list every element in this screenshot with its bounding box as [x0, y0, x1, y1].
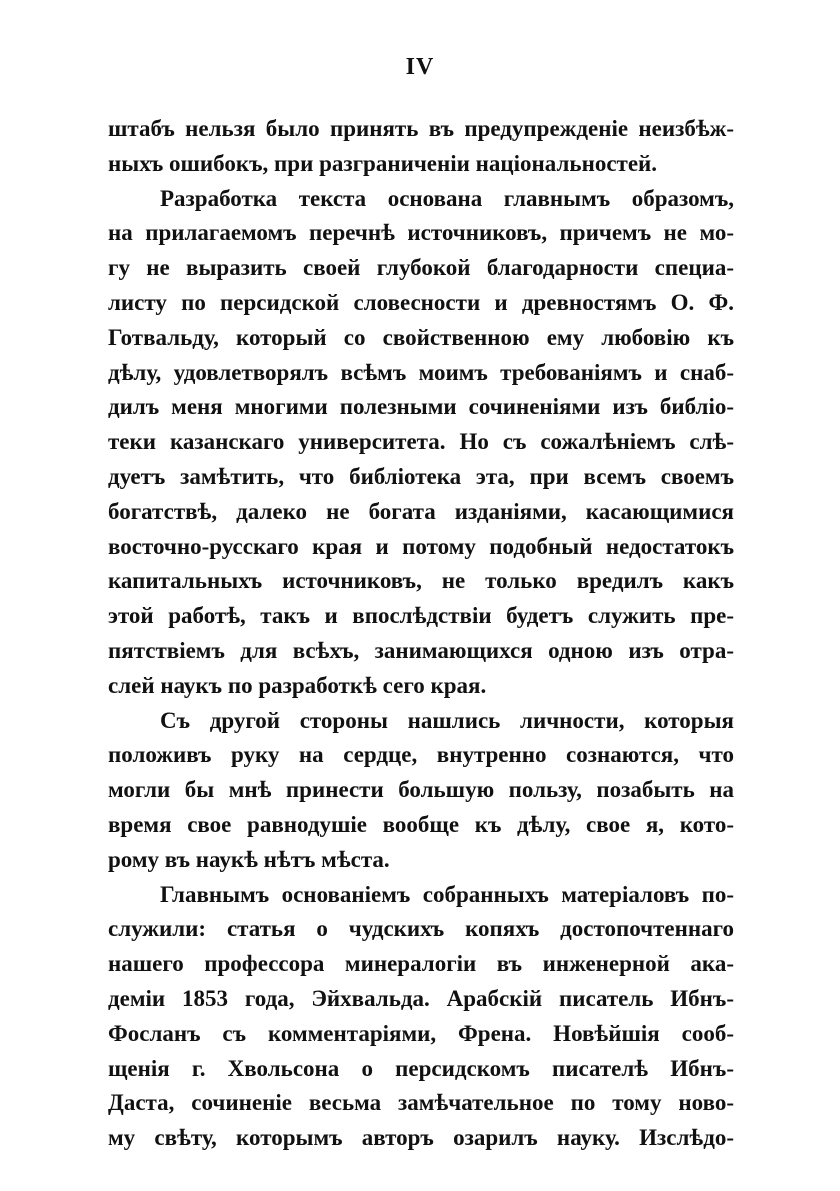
text-line: теки казанскаго университета. Но съ сожалѣніемъ слѣ- [108, 429, 734, 455]
page-number: IV [405, 54, 435, 80]
text-line: могли бы мнѣ принести большую пользу, позабыть на [108, 777, 734, 803]
text-line: Готвальду, который со свойственною ему любовію къ [108, 324, 734, 350]
text-line: богатствѣ, далеко не богата изданіями, касающимися [108, 498, 734, 524]
page-body-text [108, 112, 734, 1156]
text-line: деміи 1853 года, Эйхвальда. Арабскій писатель Ибнъ- [108, 985, 734, 1011]
text-line: капитальныхъ источниковъ, не только вредилъ какъ [108, 568, 734, 594]
text-line: дилъ меня многими полезными сочиненіями изъ библіо- [108, 394, 734, 420]
text-line: положивъ руку на сердце, внутренно сознаются, что [108, 742, 734, 768]
text-line: слей наукъ по разработкѣ сего края. [108, 672, 487, 698]
text-line: дѣлу, удовлетворялъ всѣмъ моимъ требованіямъ и снаб- [108, 359, 734, 385]
text-line: щенія г. Хвольсона о персидскомъ писателѣ Ибнъ- [108, 1055, 734, 1081]
text-line: этой работѣ, такъ и впослѣдствіи будетъ служить пре- [108, 603, 734, 629]
text-line: нашего профессора минералогіи въ инженерной ака- [108, 951, 734, 977]
text-line: восточно-русскаго края и потому подобный недостатокъ [108, 533, 734, 559]
text-line: Фосланъ съ комментаріями, Френа. Новѣйшія сооб- [108, 1020, 734, 1046]
text-line: Разработка текста основана главнымъ образомъ, [160, 185, 734, 211]
text-line: на прилагаемомъ перечнѣ источниковъ, причемъ не мо- [108, 220, 734, 246]
text-line: Съ другой стороны нашлись личности, которыя [160, 707, 734, 733]
text-line: дуетъ замѣтить, что библіотека эта, при всемъ своемъ [108, 463, 734, 489]
text-line: рому въ наукѣ нѣтъ мѣста. [108, 846, 390, 872]
text-line: пятствіемъ для всѣхъ, занимающихся одною изъ отра- [108, 637, 734, 663]
text-line: му свѣту, которымъ авторъ озарилъ науку. Изслѣдо- [108, 1125, 734, 1151]
text-line: штабъ нельзя было принять въ предупрежденіе неизбѣж- [108, 116, 734, 141]
text-line: служили: статья о чудскихъ копяхъ достопочтеннаго [108, 916, 734, 942]
text-line: Главнымъ основаніемъ собранныхъ матеріаловъ по- [160, 881, 734, 907]
text-line: Даста, сочиненіе весьма замѣчательное по тому ново- [108, 1090, 734, 1116]
text-line: время свое равнодушіе вообще къ дѣлу, свое я, кото- [108, 811, 734, 837]
text-line: ныхъ ошибокъ, при разграниченіи національностей. [108, 150, 658, 176]
text-line: листу по персидской словесности и древностямъ О. Ф. [108, 289, 734, 315]
text-line: гу не выразить своей глубокой благодарности специа- [108, 255, 734, 281]
